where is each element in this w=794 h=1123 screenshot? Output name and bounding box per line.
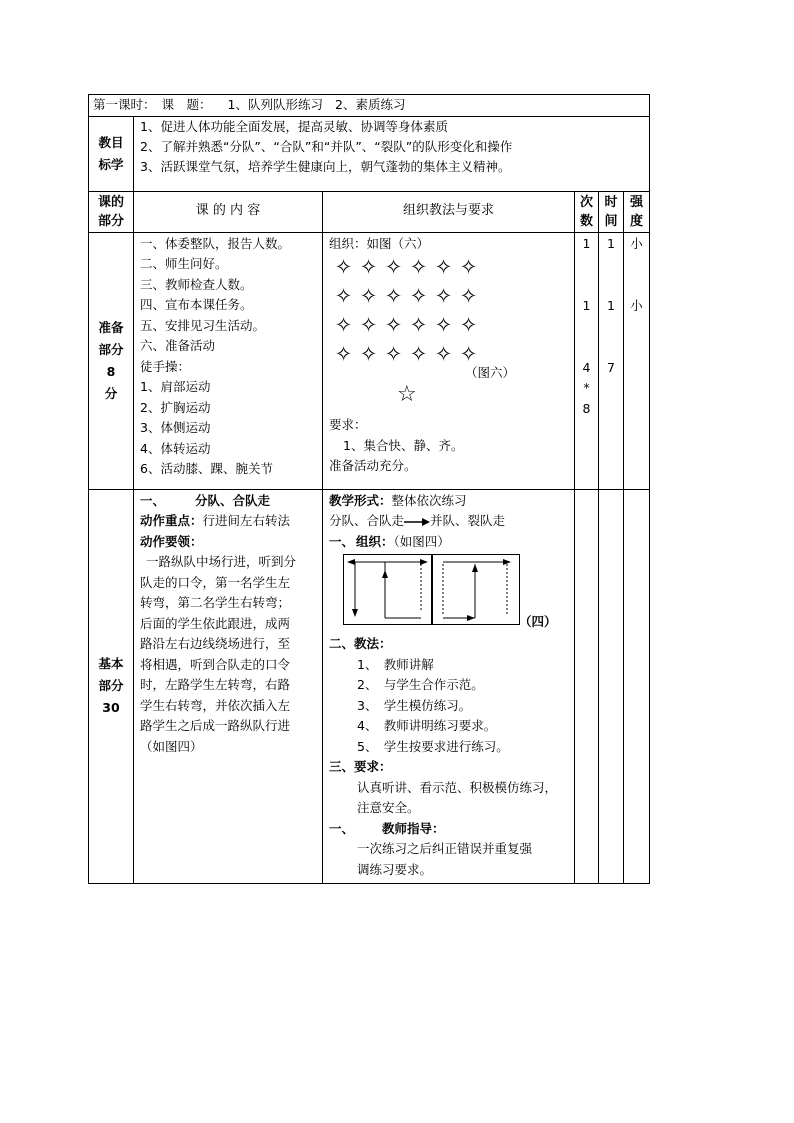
student-star-icon: ✧: [334, 313, 353, 337]
col-part-header: 课的 部分: [89, 191, 134, 232]
student-formation: [329, 253, 574, 369]
student-star-icon: ✧: [434, 313, 453, 337]
student-star-icon: ✧: [334, 284, 353, 308]
formation-row: [331, 340, 574, 369]
prep-req-item: 1、集合快、静、齐。: [343, 437, 464, 453]
student-star-icon: ✧: [384, 342, 403, 366]
lesson-table: [88, 94, 650, 884]
prep-req-label: 要求：: [329, 417, 367, 432]
goal-item: 2、了解并熟悉“分队”、“合队”和“并队”、“裂队”的队形变化和操作: [140, 138, 513, 154]
student-star-icon: ✧: [359, 313, 378, 337]
col-times-header: 次 数: [575, 191, 599, 232]
student-star-icon: ✧: [384, 255, 403, 279]
col-duration-header: 时 间: [599, 191, 624, 232]
goals-list: [134, 116, 650, 191]
student-star-icon: ✧: [334, 255, 353, 279]
formation-row: [331, 282, 574, 311]
student-star-icon: ✧: [409, 342, 428, 366]
lesson-number: 第一课时：: [93, 97, 156, 112]
student-star-icon: ✧: [459, 284, 478, 308]
prep-content: 一、体委整队，报告人数。 二、师生问好。 三、教师检查人数。 四、宣布本课任务。 五、安排见习生活动。 六、准备活动 徒手操： 1、肩部运动 2、扩胸运动 3、体侧运动 4、体转运动 6、活动膝、踝、腕关节: [134, 232, 323, 489]
flow-line: 分队、合队走 并队、裂队走: [329, 513, 506, 528]
topic-label: 课 题：: [161, 97, 212, 112]
goals-label: 教目 标学: [89, 116, 134, 191]
basic-intensity: [624, 489, 650, 883]
basic-label: 基本 部分 30: [89, 489, 134, 883]
goal-item: 3、活跃课堂气氛，培养学生健康向上，朝气蓬勃的集体主义精神。: [140, 158, 511, 174]
topic-1: 1、队列队形练习: [227, 97, 323, 112]
prep-intensity: 小 小: [624, 232, 650, 489]
arrow-right-icon: [404, 517, 430, 527]
goal-item: 1、促进人体功能全面发展，提高灵敏、协调等身体素质: [140, 118, 448, 134]
student-star-icon: ✧: [384, 284, 403, 308]
formation-row: [331, 253, 574, 282]
col-content-header: 课 的 内 容: [134, 191, 323, 232]
key-text: 行进间左右转法: [202, 513, 291, 528]
essentials-label: 动作要领：: [140, 533, 203, 549]
basic-method: 教学形式：整体依次练习 分队、合队走 并队、裂队走 一、 组织：（如图四） （四） 二、教法： 1、 教师讲解 2、 与学生合作示范。 3、 学生模仿练习。 4、 教师讲明练习要求。 5、 学生按要求进行练习。 三、要求： 认真听讲、看示范、积极模仿练习， 注意安全。 一、 教师指导： 一次练习之后纠正错误并重复强 调练习要求。: [323, 489, 575, 883]
student-star-icon: ✧: [409, 313, 428, 337]
lesson-plan: [88, 94, 649, 884]
student-star-icon: ✧: [334, 342, 353, 366]
prep-req-note: 准备活动充分。: [329, 458, 417, 473]
prep-times: 1 1 4 * 8: [575, 232, 599, 489]
prep-label: 准备 部分 8 分: [89, 232, 134, 489]
student-star-icon: ✧: [359, 255, 378, 279]
figure-four-caption: （四）: [519, 614, 557, 629]
prep-method: [323, 232, 575, 489]
basic-duration: [599, 489, 624, 883]
title-row: [89, 95, 650, 117]
basic-content: 一、 分队、合队走 动作重点：行进间左右转法 动作要领： 一路纵队中场行进，听到分 队走的口令，第一名学生左 转弯，第二名学生右转弯； 后面的学生依此跟进，成两 路沿左右边线绕场进行，至 将相遇，听到合队走的口令 时，左路学生左转弯，右路 学生右转弯，并依次插入左 路学生之后成一路纵队行进 （如图四）: [134, 489, 323, 883]
student-star-icon: ✧: [434, 284, 453, 308]
col-intensity-header: 强 度: [624, 191, 650, 232]
prep-duration: 1 1 7: [599, 232, 624, 489]
guide-line: 一、 教师指导：: [329, 820, 445, 836]
student-star-icon: ✧: [359, 284, 378, 308]
student-star-icon: ✧: [434, 342, 453, 366]
org-line: 一、 组织：（如图四）: [329, 533, 450, 549]
teacher-star-icon: ☆: [397, 382, 417, 407]
teach-label: 二、教法：: [329, 636, 392, 651]
figure-caption: （图六）: [465, 365, 516, 380]
student-star-icon: ✧: [359, 342, 378, 366]
basic-title: 一、 分队、合队走: [140, 492, 271, 508]
basic-times: [575, 489, 599, 883]
req-label: 三、要求：: [329, 759, 392, 774]
student-star-icon: ✧: [434, 255, 453, 279]
figure-four: [329, 552, 574, 634]
key-label: 动作重点：: [140, 513, 203, 528]
prep-org-label: 组织：如图（六）: [329, 235, 430, 251]
student-star-icon: ✧: [459, 255, 478, 279]
formation-diagram: [343, 554, 533, 632]
formation-row: [331, 311, 574, 340]
student-star-icon: ✧: [459, 313, 478, 337]
form-text: 整体依次练习: [391, 492, 467, 508]
student-star-icon: ✧: [384, 313, 403, 337]
student-star-icon: ✧: [409, 284, 428, 308]
topic-2: 2、素质练习: [335, 97, 406, 112]
form-label: 教学形式：: [329, 492, 392, 508]
col-method-header: 组织教法与要求: [323, 191, 575, 232]
student-star-icon: ✧: [459, 342, 478, 366]
student-star-icon: ✧: [409, 255, 428, 279]
